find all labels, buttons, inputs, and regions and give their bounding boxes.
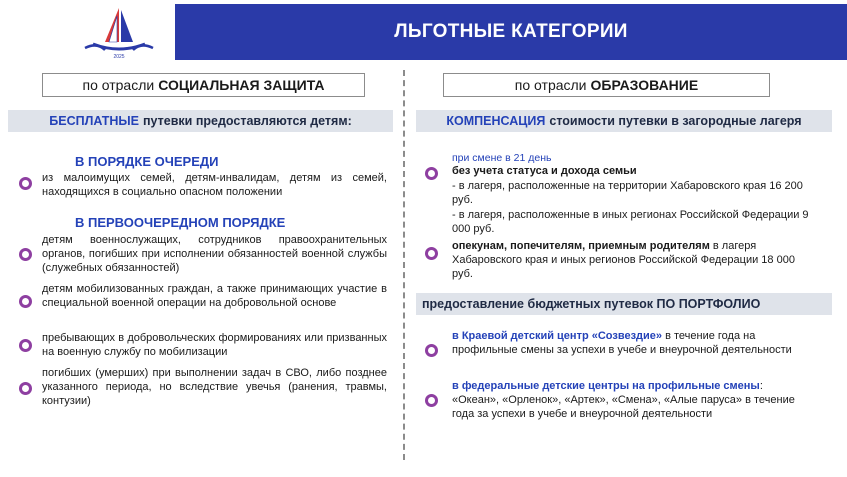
column-divider: [403, 70, 405, 460]
bullet-icon: [425, 394, 438, 407]
right-category-tag: по отрасли ОБРАЗОВАНИЕ: [443, 73, 770, 97]
bullet-icon: [425, 167, 438, 180]
left-category-tag: по отрасли СОЦИАЛЬНАЯ ЗАЩИТА: [42, 73, 365, 97]
header-bar: [175, 4, 847, 60]
priority-item: погибших (умерших) при выполнении задач в СВО, либо позднее указанного периода, но вследствие увечья (ранения, травмы, контузии): [42, 367, 387, 407]
comp-title: без учета статуса и дохода семьи: [452, 165, 637, 177]
queue-heading: В ПОРЯДКЕ ОЧЕРЕДИ: [75, 154, 219, 169]
queue-text: из малоимущих семей, детям-инвалидам, детям из семей, находящихся в социально опасном положении: [42, 172, 387, 198]
right-section-band: КОМПЕНСАЦИЯ стоимости путевки в загородные лагеря: [416, 110, 832, 132]
portfolio-band: предоставление бюджетных путевок ПО ПОРТФОЛИО: [416, 293, 832, 315]
left-section-band: БЕСПЛАТНЫЕ путевки предоставляются детям:: [8, 110, 393, 132]
bullet-icon: [19, 339, 32, 352]
sailboat-logo-icon: [75, 4, 163, 60]
portfolio-item-sozvezdie: в Краевой детский центр «Созвездие» в течение года на профильные смены за успехи в учебе и внеурочной деятельности: [452, 330, 792, 356]
comp-line-other-regions: - в лагеря, расположенные в иных регионах Российской Федерации 9 000 руб.: [452, 209, 809, 235]
svg-text:2025: 2025: [113, 54, 125, 60]
portfolio-item-federal: в федеральные детские центры на профильные смены: «Океан», «Орленок», «Артек», «Смена», «Алые паруса» в течение года за успехи в учебе и внеурочной деятельности: [452, 380, 795, 420]
bullet-icon: [425, 344, 438, 357]
priority-item: детям военнослужащих, сотрудников правоохранительных органов, погибших при исполнении обязанностей военной службы (служебных обязанностей): [42, 234, 387, 274]
logo: [75, 4, 163, 60]
priority-heading: В ПЕРВООЧЕРЕДНОМ ПОРЯДКЕ: [75, 215, 286, 230]
bullet-icon: [19, 177, 32, 190]
guardians-text: опекунам, попечителям, приемным родителям в лагеря Хабаровского края и иных регионов Российской Федерации 18 000 руб.: [452, 240, 795, 280]
bullet-icon: [425, 247, 438, 260]
comp-line-khabarovsk: - в лагеря, расположенные на территории Хабаровского края 16 200 руб.: [452, 180, 803, 206]
priority-item: детям мобилизованных граждан, а также принимающих участие в специальной военной операции на добровольной основе: [42, 283, 387, 309]
comp-note: при смене в 21 день: [452, 152, 552, 164]
bullet-icon: [19, 382, 32, 395]
bullet-icon: [19, 295, 32, 308]
priority-item: пребывающих в добровольческих формированиях или призванных на военную службу по мобилизации: [42, 332, 387, 358]
bullet-icon: [19, 248, 32, 261]
page-title: ЛЬГОТНЫЕ КАТЕГОРИИ: [394, 21, 628, 42]
